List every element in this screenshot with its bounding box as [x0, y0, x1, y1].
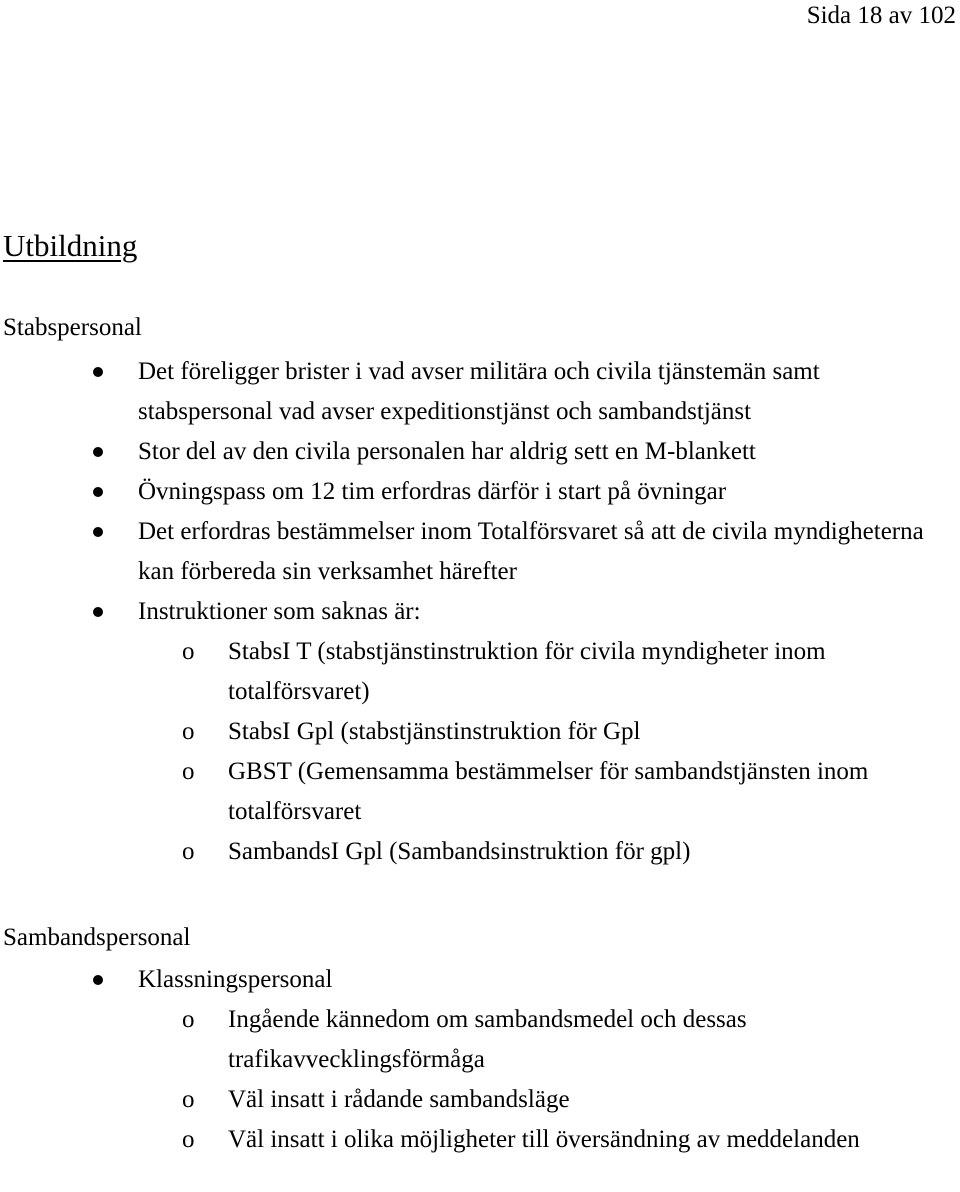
- section-label-stabspersonal: Stabspersonal: [3, 314, 142, 341]
- sub-list-item-text: SambandsI Gpl (Sambandsinstruktion för gpl): [228, 838, 691, 865]
- sub-list-item: [0, 832, 950, 872]
- sub-list-item: [0, 1080, 950, 1120]
- circle-bullet-icon: o: [182, 718, 195, 745]
- sub-list-item-text: Väl insatt i rådande sambandsläge: [228, 1086, 570, 1113]
- circle-bullet-icon: o: [182, 1126, 195, 1153]
- circle-bullet-icon: o: [182, 638, 195, 665]
- sub-list-item-text: GBST (Gemensamma bestämmelser för sambandstjänsten inom totalförsvaret: [228, 758, 869, 825]
- sambandspersonal-list: [0, 960, 960, 1160]
- list-item: [0, 512, 960, 592]
- sub-list-item: [0, 1120, 950, 1160]
- circle-bullet-icon: o: [182, 758, 195, 785]
- section-label-sambandspersonal: Sambandspersonal: [3, 924, 191, 951]
- bullet-icon: [93, 367, 103, 377]
- stabspersonal-list: [0, 352, 960, 872]
- sub-list-item-text: Ingående kännedom om sambandsmedel och dessas trafikavvecklingsförmåga: [228, 1006, 747, 1073]
- list-item: [0, 960, 960, 1160]
- page-heading: Utbildning: [3, 228, 138, 263]
- list-item-text: Klassningspersonal: [138, 966, 333, 993]
- bullet-icon: [93, 447, 103, 457]
- bullet-icon: [93, 527, 103, 537]
- list-item-text: Stor del av den civila personalen har aldrig sett en M-blankett: [138, 438, 756, 465]
- sub-list-item: [0, 752, 950, 832]
- list-item-text: Instruktioner som saknas är:: [138, 598, 421, 625]
- list-item: [0, 472, 960, 512]
- list-item: [0, 352, 960, 432]
- bullet-icon: [93, 975, 103, 985]
- sub-list-item-text: StabsI T (stabstjänstinstruktion för civila myndigheter inom totalförsvaret): [228, 638, 826, 705]
- sub-list-item: [0, 712, 950, 752]
- sub-list: [0, 1000, 950, 1160]
- list-item-text: Det föreligger brister i vad avser militära och civila tjänstemän samt stabspersonal vad avser expeditionstjänst och sambandstjänst: [138, 358, 820, 425]
- list-item-text: Övningspass om 12 tim erfordras därför i start på övningar: [138, 478, 727, 505]
- sub-list-item: [0, 1000, 950, 1080]
- list-item: [0, 592, 960, 872]
- circle-bullet-icon: o: [182, 1086, 195, 1113]
- sub-list: [0, 632, 950, 872]
- page-number: Sida 18 av 102: [806, 2, 956, 29]
- sub-list-item: [0, 632, 950, 712]
- sub-list-item-text: StabsI Gpl (stabstjänstinstruktion för Gpl: [228, 718, 641, 745]
- list-item-text: Det erfordras bestämmelser inom Totalförsvaret så att de civila myndigheterna kan förbereda sin verksamhet härefter: [138, 518, 924, 585]
- bullet-icon: [93, 487, 103, 497]
- circle-bullet-icon: o: [182, 1006, 195, 1033]
- bullet-icon: [93, 607, 103, 617]
- circle-bullet-icon: o: [182, 838, 195, 865]
- sub-list-item-text: Väl insatt i olika möjligheter till översändning av meddelanden: [228, 1126, 860, 1153]
- list-item: [0, 432, 960, 472]
